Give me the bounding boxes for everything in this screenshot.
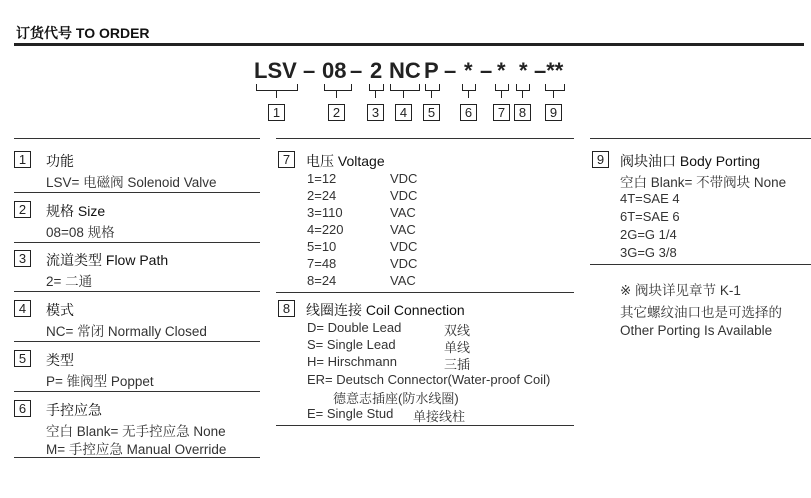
bracket-9 xyxy=(545,84,565,91)
option-line: 3G=G 3/8 xyxy=(620,245,677,260)
field-number-9: 9 xyxy=(545,104,562,121)
code-part-coil: * xyxy=(519,58,528,83)
divider xyxy=(590,264,811,265)
stem-5 xyxy=(431,91,432,98)
coil-cn: 双线 xyxy=(444,323,471,338)
divider xyxy=(14,192,260,193)
coil-cn: 德意志插座(防水线圈) xyxy=(333,391,459,406)
divider xyxy=(276,292,574,293)
voltage-type: VAC xyxy=(390,205,416,220)
stem-4 xyxy=(403,91,404,98)
stem-6 xyxy=(468,91,469,98)
field-number-7: 7 xyxy=(493,104,510,121)
option-line: NC= 常闭 Normally Closed xyxy=(46,324,207,339)
divider xyxy=(14,138,260,139)
stem-8 xyxy=(522,91,523,98)
stem-3 xyxy=(375,91,376,98)
code-part-size: 08 xyxy=(322,58,347,83)
code-part-lsv: LSV xyxy=(254,58,297,83)
title-divider xyxy=(14,43,804,46)
coil-code: S= Single Lead xyxy=(307,337,396,352)
section-number: 4 xyxy=(14,300,31,317)
section-number: 8 xyxy=(278,300,295,317)
field-number-2: 2 xyxy=(328,104,345,121)
voltage-type: VDC xyxy=(390,188,418,203)
divider xyxy=(276,425,574,426)
voltage-type: VDC xyxy=(390,171,418,186)
code-dash: – xyxy=(303,58,316,83)
section-number: 3 xyxy=(14,250,31,267)
code-dash: – xyxy=(350,58,363,83)
divider xyxy=(14,242,260,243)
option-line: 2G=G 1/4 xyxy=(620,227,677,242)
coil-code: H= Hirschmann xyxy=(307,354,397,369)
code-part-type: P xyxy=(424,58,439,83)
option-line: 空白 Blank= 无手控应急 None xyxy=(46,424,226,439)
voltage-type: VAC xyxy=(390,222,416,237)
bracket-4 xyxy=(390,84,420,91)
stem-2 xyxy=(336,91,337,98)
option-line: M= 手控应急 Manual Override xyxy=(46,442,227,457)
section-title: 类型 xyxy=(46,352,74,368)
coil-cn: 三插 xyxy=(444,357,471,372)
option-line: P= 锥阀型 Poppet xyxy=(46,374,154,389)
code-part-mode: NC xyxy=(389,58,421,83)
section-number: 7 xyxy=(278,151,295,168)
coil-cn: 单线 xyxy=(444,340,471,355)
section-title: 电压 Voltage xyxy=(306,153,385,169)
field-number-3: 3 xyxy=(367,104,384,121)
voltage-type: VDC xyxy=(390,239,418,254)
voltage-code: 1=12 xyxy=(307,171,337,186)
option-line: 4T=SAE 4 xyxy=(620,191,680,206)
bracket-7 xyxy=(495,84,509,91)
stem-1 xyxy=(276,91,277,98)
code-part-override: * xyxy=(464,58,473,83)
stem-9 xyxy=(553,91,554,98)
divider xyxy=(14,391,260,392)
divider xyxy=(14,341,260,342)
field-number-4: 4 xyxy=(395,104,412,121)
voltage-type: VDC xyxy=(390,256,418,271)
code-part-voltage: * xyxy=(497,58,506,83)
section-title: 模式 xyxy=(46,302,74,318)
option-line: 6T=SAE 6 xyxy=(620,209,680,224)
coil-code: ER= Deutsch Connector(Water-proof Coil) xyxy=(307,372,551,387)
field-number-1: 1 xyxy=(268,104,285,121)
other-porting-cn: 其它螺纹油口也是可选择的 xyxy=(620,305,782,320)
stem-7 xyxy=(501,91,502,98)
field-number-5: 5 xyxy=(423,104,440,121)
voltage-code: 2=24 xyxy=(307,188,337,203)
coil-cn: 单接线柱 xyxy=(413,409,466,424)
bracket-5 xyxy=(425,84,440,91)
section-number: 1 xyxy=(14,151,31,168)
bracket-8 xyxy=(516,84,530,91)
bracket-6 xyxy=(462,84,476,91)
divider xyxy=(276,138,574,139)
coil-code: D= Double Lead xyxy=(307,320,402,335)
section-number: 2 xyxy=(14,201,31,218)
field-number-6: 6 xyxy=(460,104,477,121)
voltage-code: 7=48 xyxy=(307,256,337,271)
section-title: 阀块油口 Body Porting xyxy=(620,153,761,169)
section-title: 功能 xyxy=(46,153,74,169)
divider xyxy=(590,138,811,139)
code-dash: – xyxy=(444,58,457,83)
other-porting-en: Other Porting Is Available xyxy=(620,323,773,338)
code-part-flow: 2 xyxy=(370,58,383,83)
section-number: 9 xyxy=(592,151,609,168)
section-title: 流道类型 Flow Path xyxy=(46,252,169,268)
code-part-porting: –** xyxy=(534,58,564,83)
option-line: 08=08 规格 xyxy=(46,225,115,240)
coil-code: E= Single Stud xyxy=(307,406,394,421)
bracket-3 xyxy=(369,84,384,91)
divider xyxy=(14,457,260,458)
voltage-code: 4=220 xyxy=(307,222,344,237)
code-dash: – xyxy=(480,58,493,83)
field-number-8: 8 xyxy=(514,104,531,121)
voltage-code: 8=24 xyxy=(307,273,337,288)
option-line: 2= 二通 xyxy=(46,274,93,289)
voltage-type: VAC xyxy=(390,273,416,288)
bracket-2 xyxy=(324,84,352,91)
porting-note: ※ 阀块详见章节 K-1 xyxy=(620,283,741,298)
section-title: 规格 Size xyxy=(46,203,106,219)
divider xyxy=(14,291,260,292)
section-title: 手控应急 xyxy=(46,402,102,418)
voltage-code: 5=10 xyxy=(307,239,337,254)
section-number: 6 xyxy=(14,400,31,417)
voltage-code: 3=110 xyxy=(307,205,343,220)
page-title: 订货代号 TO ORDER xyxy=(16,25,150,41)
bracket-1 xyxy=(256,84,298,91)
option-line: LSV= 电磁阀 Solenoid Valve xyxy=(46,175,217,190)
option-line: 空白 Blank= 不带阀块 None xyxy=(620,175,787,190)
section-title: 线圈连接 Coil Connection xyxy=(306,302,465,318)
section-number: 5 xyxy=(14,350,31,367)
